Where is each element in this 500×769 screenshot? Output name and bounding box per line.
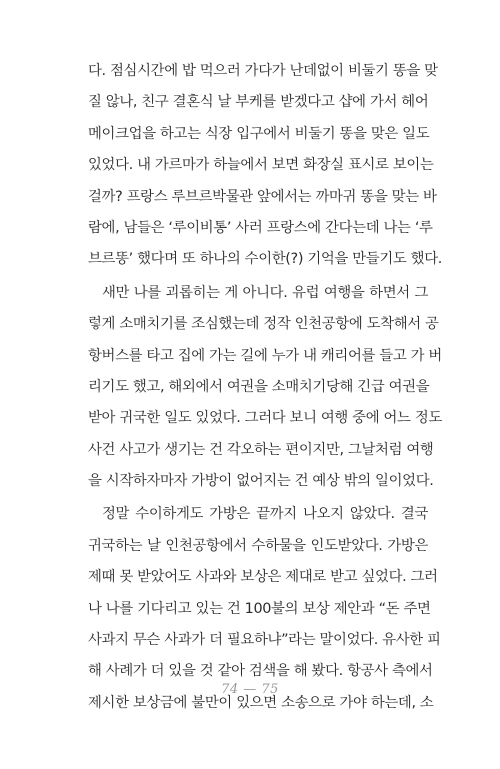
text-line: 사건 사고가 생기는 건 각오하는 편이지만, 그날처럼 여행 — [88, 441, 434, 458]
text-line: 브르똥’ 했다며 또 하나의 수이한(?) 기억을 만들기도 했다. — [88, 251, 442, 268]
text-line: 제시한 보상금에 불만이 있으면 소송으로 가야 하는데, 소 — [88, 694, 434, 711]
body-text — [88, 56, 442, 719]
text-line: 걸까? 프랑스 루브르박물관 앞에서는 까마귀 똥을 맞는 바 — [88, 188, 437, 205]
text-line: 나 나를 기다리고 있는 건 100불의 보상 제안과 “돈 주면 — [88, 600, 431, 617]
text-line: 사과지 무슨 사과가 더 필요하냐”라는 말이었다. 유사한 피 — [88, 632, 441, 649]
text-line: 질 않나, 친구 결혼식 날 부케를 받겠다고 샵에 가서 헤어 — [88, 94, 429, 111]
text-line: 귀국하는 날 인천공항에서 수하물을 인도받았다. 가방은 — [88, 537, 428, 554]
text-line: 렇게 소매치기를 조심했는데 정작 인천공항에 도착해서 공 — [88, 316, 439, 333]
text-line: 항버스를 타고 집에 가는 길에 누가 내 캐리어를 들고 가 버 — [88, 347, 442, 364]
text-line: 새만 나를 괴롭히는 게 아니다. 유럽 여행을 하면서 그 — [102, 284, 428, 301]
text-line: 다. 점심시간에 밥 먹으러 가다가 난데없이 비둘기 똥을 맞 — [88, 63, 438, 79]
text-line: 람에, 남들은 ‘루이비통’ 사러 프랑스에 간다는데 나는 ‘루 — [88, 219, 433, 236]
paragraph — [88, 278, 442, 498]
text-line: 제때 못 받았어도 사과와 보상은 제대로 받고 싶었다. 그러 — [88, 569, 438, 586]
page-number: 74 — 75 — [221, 682, 279, 697]
text-line: 해 사례가 더 있을 것 같아 검색을 해 봤다. 항공사 측에서 — [88, 663, 433, 680]
text-line: 받아 귀국한 일도 있었다. 그러다 보니 여행 중에 어느 정도 — [88, 410, 442, 427]
text-line: 리기도 했고, 해외에서 여권을 소매치기당해 긴급 여권을 — [88, 378, 430, 395]
text-line: 메이크업을 하고는 식장 입구에서 비둘기 똥을 맞은 일도 — [88, 125, 430, 142]
text-line: 정말 수이하게도 가방은 끝까지 나오지 않았다. 결국 — [102, 506, 428, 523]
paragraph — [88, 56, 442, 276]
text-line: 있었다. 내 가르마가 하늘에서 보면 화장실 표시로 보이는 — [88, 157, 434, 174]
text-line: 을 시작하자마자 가방이 없어지는 건 예상 밖의 일이었다. — [88, 473, 434, 490]
